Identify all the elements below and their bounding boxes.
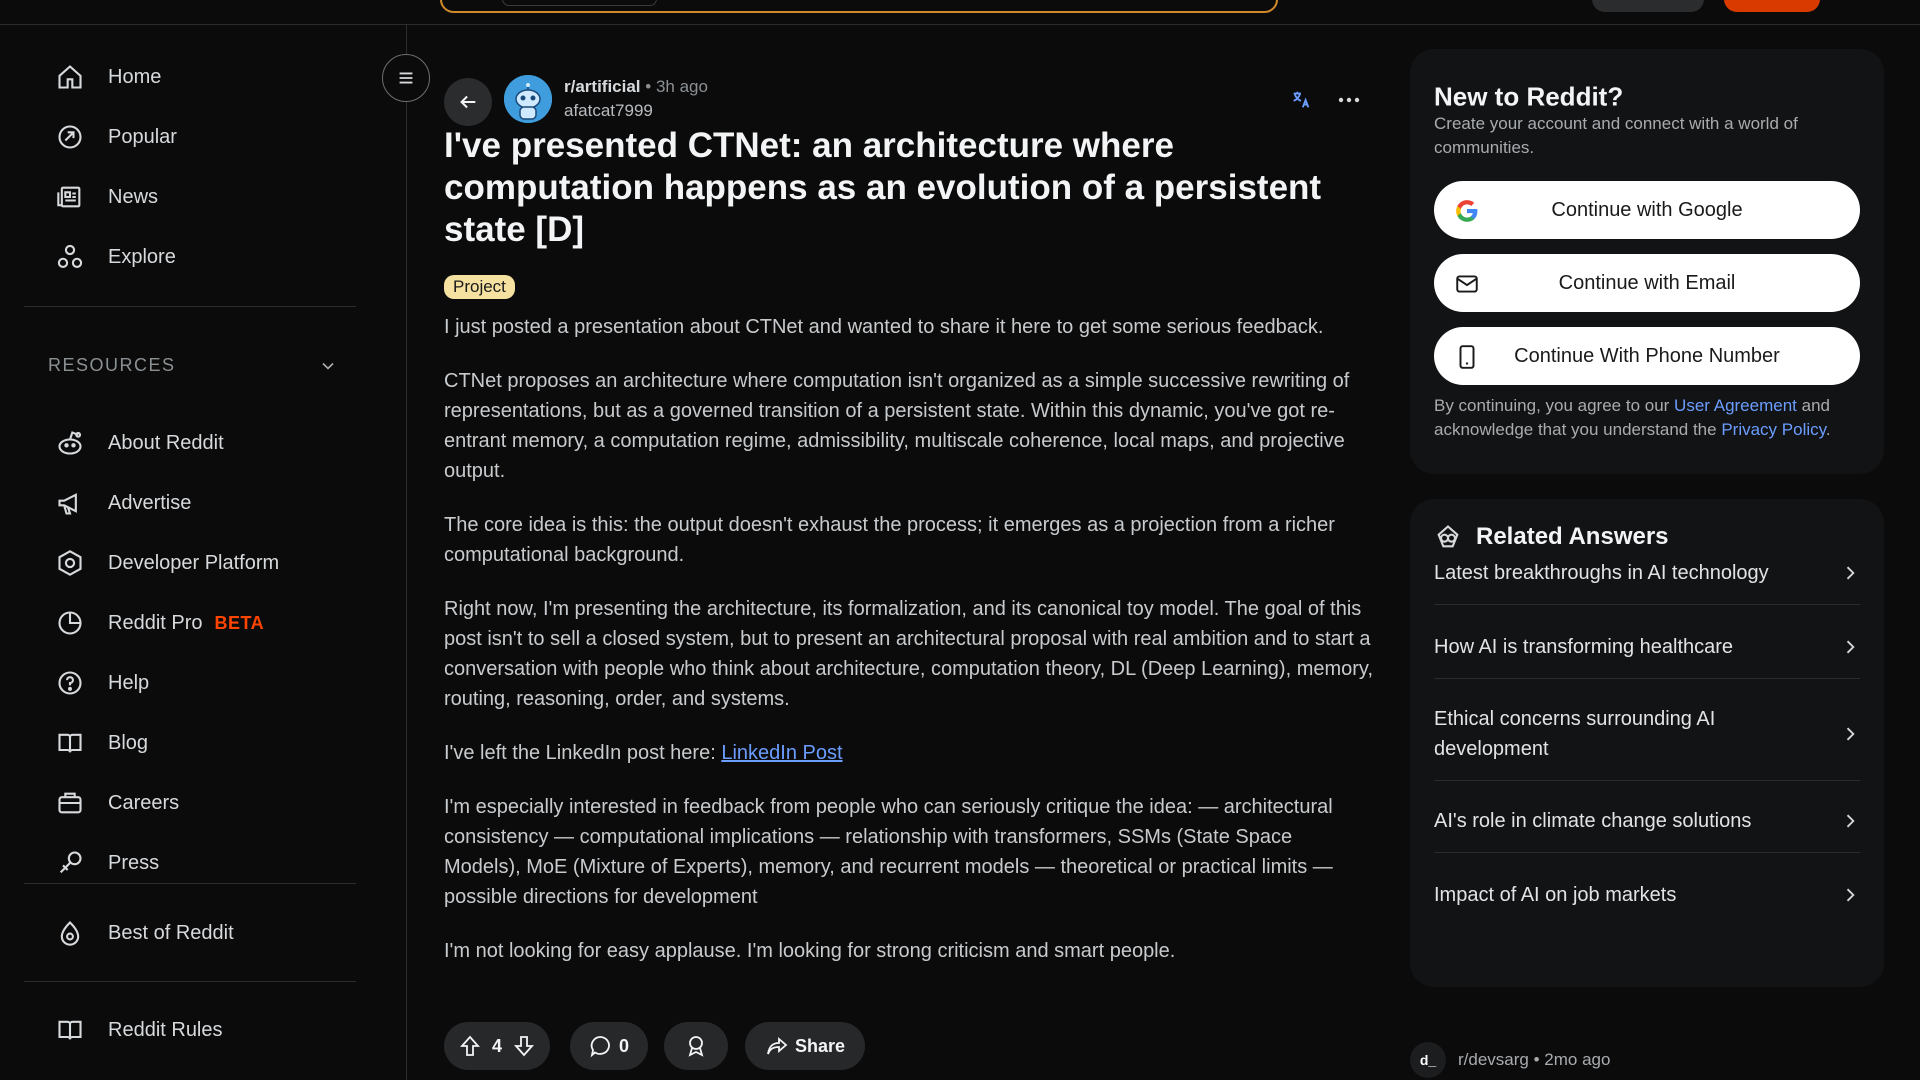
post-time: 3h ago [655,77,708,96]
related-answer-item[interactable] [1434,880,1860,910]
post-body [444,312,1374,990]
sidebar-item-label: Careers [108,791,180,814]
sidebar-item-news[interactable] [24,169,356,225]
related-divider [1434,604,1860,605]
sidebar-item-label: Developer Platform [108,551,280,574]
continue-google-button[interactable] [1434,181,1860,239]
sidebar-item-label: Advertise [108,491,192,514]
sidebar-item-blog[interactable] [24,715,356,771]
sidebar-item-reddit-pro[interactable] [24,595,356,651]
best-of-icon [56,919,84,947]
share-button[interactable] [745,1022,865,1070]
sidebar-divider [24,883,356,884]
link-prefix: I've left the LinkedIn post here: [444,742,722,764]
sidebar-item-label: Blog [108,731,149,754]
hexagon-icon [56,549,84,577]
legal-text-2: and acknowledge that you understand the [1434,396,1830,439]
left-sidebar [0,25,407,1080]
phone-button-label: Continue With Phone Number [1514,344,1780,367]
related-answer-label: Ethical concerns surrounding AI development [1434,708,1716,760]
sidebar-item-reddit-rules[interactable] [24,1002,356,1058]
help-icon [56,669,84,697]
related-answers-card [1410,499,1884,987]
back-button[interactable] [444,78,492,126]
search-scope-chip[interactable] [502,0,657,6]
vote-count: 4 [491,1035,502,1056]
signup-title: New to Reddit? [1434,81,1624,112]
signup-subtitle: Create your account and connect with a world of communities. [1434,114,1798,157]
search-bar[interactable] [440,0,1278,13]
sidebar-item-label: Home [108,65,162,88]
sidebar-item-label: Reddit Pro [108,611,203,634]
chevron-right-icon [1840,885,1860,905]
post-paragraph: Right now, I'm presenting the architecture, its formalization, and its canonical toy model. The goal of this post isn't to sell a closed system, but to present an architectural proposal with real ambition and to start a conversation with people who think about architecture, computation theory, DL (Deep Learning), memory, routing, reasoning, order, and systems. [444,598,1374,710]
post-author[interactable]: afatcat7999 [564,101,653,120]
related-answer-item[interactable] [1434,806,1860,836]
google-icon [1454,198,1480,224]
post-paragraph: I just posted a presentation about CTNet and wanted to share it here to get some serious feedback. [444,316,1324,338]
related-answer-label: Latest breakthroughs in AI technology [1434,562,1769,584]
post-paragraph: The core idea is this: the output doesn't exhaust the process; it emerges as a projection from a richer computational background. [444,514,1335,566]
sidebar-item-label: Explore [108,245,176,268]
sidebar-item-help[interactable] [24,655,356,711]
related-divider [1434,678,1860,679]
post-paragraph-link [444,738,1374,768]
next-post-time: 2mo ago [1544,1050,1611,1069]
post-subreddit-line [564,77,708,97]
post-paragraph: I'm especially interested in feedback from people who can seriously critique the idea: — architectural consistency — computational implications — relationship with transformers, SSMs (State Space Models), MoE (Mixture of Experts), memory, and recurrent models — theoretical or practical limits — possible directions for development [444,796,1333,908]
post-header [444,67,1374,127]
log-in-button[interactable] [1724,0,1820,12]
sidebar-item-home[interactable] [24,49,356,105]
translate-icon[interactable] [1290,89,1312,111]
chevron-right-icon [1840,637,1860,657]
related-header [1434,523,1669,551]
more-options-icon[interactable] [1336,89,1362,111]
sidebar-item-label: News [108,185,159,208]
phone-icon [1454,344,1480,370]
reddit-alien-icon [56,429,84,457]
related-divider [1434,852,1860,853]
next-post-subreddit[interactable]: r/devsarg [1458,1050,1529,1069]
home-icon [56,63,84,91]
sidebar-item-label: Popular [108,125,177,148]
related-answer-label: AI's role in climate change solutions [1434,810,1752,832]
privacy-policy-link[interactable]: Privacy Policy [1721,420,1826,439]
sidebar-item-advertise[interactable] [24,475,356,531]
legal-text-1: By continuing, you agree to our [1434,396,1675,415]
email-button-label: Continue with Email [1558,271,1736,294]
post-separator: • [645,77,656,96]
chevron-down-icon [318,356,338,376]
sidebar-item-label: Best of Reddit [108,921,234,944]
comment-icon [589,1034,613,1058]
pie-icon [56,609,84,637]
rules-book-icon [56,1016,84,1044]
next-post-separator: • [1528,1050,1545,1069]
next-post-preview[interactable] [1410,1040,1884,1080]
continue-phone-button[interactable] [1434,327,1860,385]
signup-card [1410,49,1884,474]
sidebar-item-label: Reddit Rules [108,1018,223,1041]
sidebar-item-explore[interactable] [24,229,356,285]
sidebar-item-careers[interactable] [24,775,356,831]
share-label: Share [794,1035,846,1056]
subreddit-avatar[interactable] [504,75,552,123]
briefcase-icon [56,789,84,817]
sidebar-item-best-of-reddit[interactable] [24,905,356,961]
sidebar-item-developer-platform[interactable] [24,535,356,591]
chevron-right-icon [1840,811,1860,831]
chevron-right-icon [1840,724,1860,744]
google-button-label: Continue with Google [1551,198,1743,221]
legal-text-3: . [1825,420,1831,439]
post-paragraph: CTNet proposes an architecture where computation isn't organized as a simple successive rewriting of representations, but as a governed transition of a persistent state. Within this dynamic, you've got re-entrant memory, a computation regime, admissibility, multiscale coherence, local maps, and projective output. [444,370,1350,482]
signup-legal-text [1434,394,1860,442]
microphone-icon [56,849,84,877]
upvote-icon[interactable] [458,1034,482,1058]
related-answer-label: Impact of AI on job markets [1434,884,1677,906]
sidebar-divider [24,981,356,982]
popular-icon [56,123,84,151]
post-flair[interactable]: Project [444,275,515,299]
sidebar-item-popular[interactable] [24,109,356,165]
related-divider [1434,780,1860,781]
sidebar-item-label: About Reddit [108,431,224,454]
linkedin-link[interactable]: LinkedIn Post [721,742,843,764]
arrow-left-icon [457,91,479,113]
award-icon [684,1034,708,1058]
sidebar-item-label: Press [108,851,160,874]
answers-icon [1434,523,1462,551]
news-icon [56,183,84,211]
sidebar-item-label: Help [108,671,150,694]
top-bar [0,0,1920,25]
continue-email-button[interactable] [1434,254,1860,312]
related-answer-item[interactable] [1434,632,1860,662]
book-icon [56,729,84,757]
mail-icon [1454,271,1480,297]
menu-icon [395,67,417,89]
resources-header[interactable] [48,355,338,376]
resources-label: RESOURCES [48,355,176,375]
vote-pill [444,1022,550,1070]
sidebar-divider [24,306,356,307]
downvote-icon[interactable] [512,1034,536,1058]
next-post-avatar: d_ [1410,1042,1446,1078]
megaphone-icon [56,489,84,517]
collapse-sidebar-button[interactable] [382,54,430,102]
beta-badge: BETA [214,612,265,633]
related-answer-label: How AI is transforming healthcare [1434,636,1734,658]
chevron-right-icon [1840,563,1860,583]
comments-button[interactable] [570,1022,648,1070]
user-agreement-link[interactable]: User Agreement [1674,396,1797,415]
subreddit-link[interactable]: r/artificial [564,77,641,96]
sidebar-item-about-reddit[interactable] [24,415,356,471]
related-answer-item[interactable] [1434,558,1860,588]
award-button[interactable] [664,1022,728,1070]
explore-icon [56,243,84,271]
post-paragraph: I'm not looking for easy applause. I'm looking for strong criticism and smart people. [444,940,1176,962]
get-app-button[interactable] [1592,0,1704,12]
snoo-avatar-icon [504,75,552,123]
comment-count: 0 [618,1035,629,1056]
post-title: I've presented CTNet: an architecture where computation happens as an evolution of a persistent state [D] [444,126,1322,249]
related-title: Related Answers [1476,523,1669,550]
related-answer-item[interactable] [1434,704,1860,764]
share-icon [765,1034,789,1058]
